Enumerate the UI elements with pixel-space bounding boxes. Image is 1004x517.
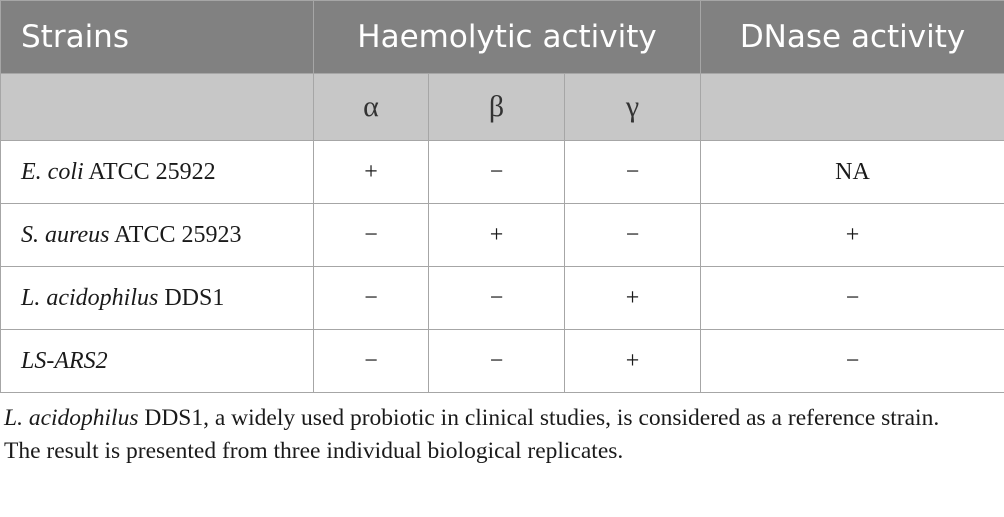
species-name: L. acidophilus (21, 284, 159, 311)
subheader-blank-cell (701, 74, 1004, 141)
beta-header: β (429, 74, 565, 141)
gamma-cell: + (565, 267, 701, 330)
strain-cell (1, 267, 314, 330)
beta-cell: + (429, 204, 565, 267)
dnase-cell: − (701, 267, 1004, 330)
footnote-reference-strain (4, 402, 1000, 435)
table-row (1, 267, 1004, 330)
table-footnotes (4, 402, 1000, 468)
alpha-cell: − (314, 267, 429, 330)
species-name: S. aureus (21, 221, 110, 248)
table-row (1, 330, 1004, 393)
gamma-header: γ (565, 74, 701, 141)
dnase-activity-header: DNase activity (701, 1, 1004, 74)
gamma-cell: − (565, 141, 701, 204)
strains-header: Strains (1, 1, 314, 74)
species-name: E. coli (21, 158, 84, 185)
beta-cell: − (429, 267, 565, 330)
alpha-cell: + (314, 141, 429, 204)
subheader-blank-cell (1, 74, 314, 141)
subheader-row (1, 74, 1004, 141)
haemolytic-activity-header: Haemolytic activity (314, 1, 701, 74)
footnote-species: L. acidophilus (4, 405, 139, 431)
strain-code: DDS1 (158, 284, 225, 311)
beta-cell: − (429, 141, 565, 204)
strain-code: ATCC 25922 (83, 158, 216, 185)
gamma-cell: − (565, 204, 701, 267)
species-name: LS-ARS2 (21, 347, 108, 374)
footnote-replicates: The result is presented from three individual biological replicates. (4, 438, 624, 464)
dnase-cell: + (701, 204, 1004, 267)
table-row (1, 204, 1004, 267)
footnote-text: DDS1, a widely used probiotic in clinical studies, is considered as a reference strain. (138, 405, 940, 431)
beta-cell: − (429, 330, 565, 393)
table-row (1, 141, 1004, 204)
alpha-cell: − (314, 330, 429, 393)
dnase-cell: NA (701, 141, 1004, 204)
strain-code: ATCC 25923 (109, 221, 242, 248)
header-row (1, 1, 1004, 74)
strain-cell (1, 330, 314, 393)
alpha-cell: − (314, 204, 429, 267)
gamma-cell: + (565, 330, 701, 393)
alpha-header: α (314, 74, 429, 141)
dnase-cell: − (701, 330, 1004, 393)
strain-cell (1, 141, 314, 204)
strain-cell (1, 204, 314, 267)
